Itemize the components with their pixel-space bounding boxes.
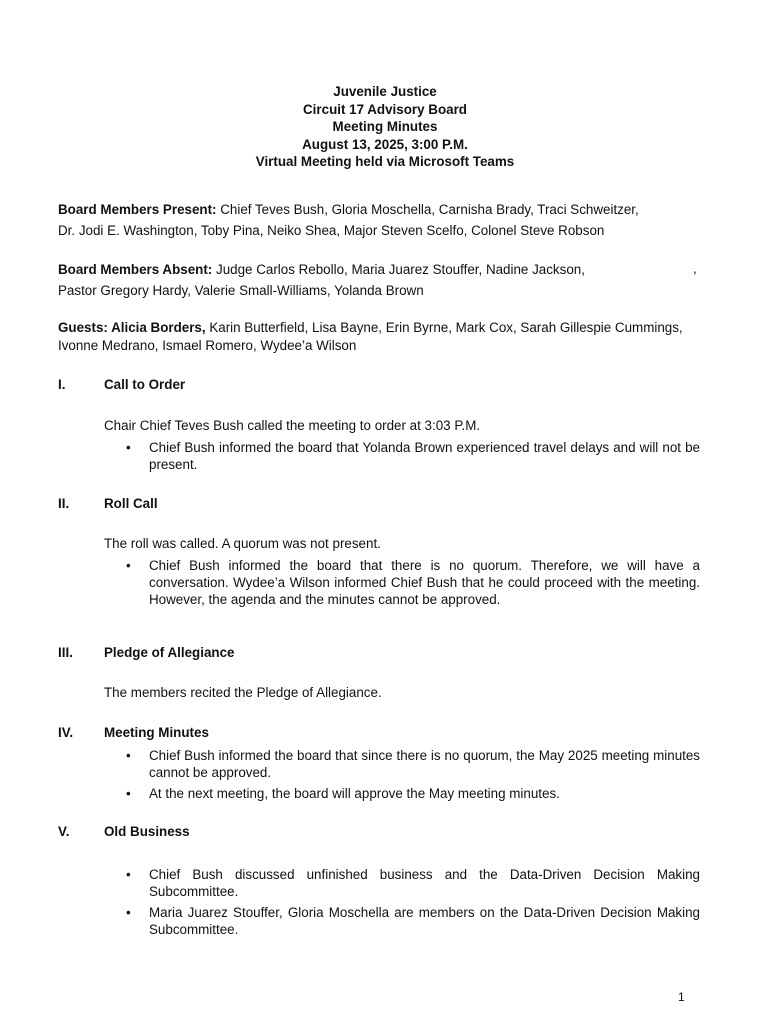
- document-header: [0, 83, 770, 171]
- members-absent-line1: Judge Carlos Rebollo, Maria Juarez Stouffer, Nadine Jackson,: [212, 262, 585, 277]
- section-2-numeral: II.: [58, 496, 70, 511]
- bullet-icon: •: [126, 786, 131, 801]
- section-3-text: The members recited the Pledge of Allegiance.: [104, 685, 382, 700]
- section-1-numeral: I.: [58, 377, 66, 392]
- members-present: [58, 200, 704, 241]
- section-1-text: Chair Chief Teves Bush called the meeting to order at 3:03 P.M.: [104, 418, 481, 433]
- members-present-label: Board Members Present:: [58, 202, 217, 217]
- members-absent-trailing: ,: [693, 261, 697, 276]
- guests-label: Guests: Alicia Borders,: [58, 320, 206, 335]
- section-2-bullets: [104, 557, 700, 612]
- section-4-bullets: [104, 747, 700, 806]
- list-item: • Chief Bush discussed unfinished business and the Data-Driven Decision Making Subcommittee.: [126, 867, 700, 899]
- members-present-line1: Chief Teves Bush, Gloria Moschella, Carnisha Brady, Traci Schweitzer,: [216, 202, 639, 217]
- bullet-icon: •: [126, 905, 131, 920]
- header-location: Virtual Meeting held via Microsoft Teams: [255, 154, 515, 169]
- list-item: • Chief Bush informed the board that since there is no quorum, the May 2025 meeting minutes cannot be approved.: [126, 748, 700, 780]
- members-absent-label: Board Members Absent:: [58, 262, 213, 277]
- section-5-bullets: [104, 866, 700, 942]
- guests: [58, 319, 704, 355]
- bullet-icon: •: [126, 867, 131, 882]
- bullet-icon: •: [126, 558, 131, 573]
- bullet-icon: •: [126, 748, 131, 763]
- section-2-text: The roll was called. A quorum was not present.: [104, 536, 381, 551]
- section-4-numeral: IV.: [58, 725, 74, 740]
- section-3-numeral: III.: [58, 645, 73, 660]
- guests-line1: Karin Butterfield, Lisa Bayne, Erin Byrne, Mark Cox, Sarah Gillespie Cummings,: [205, 320, 683, 335]
- header-date: August 13, 2025, 3:00 P.M.: [302, 136, 468, 152]
- list-item: • Maria Juarez Stouffer, Gloria Moschella are members on the Data-Driven Decision Making Subcommittee.: [126, 905, 700, 937]
- list-item: • At the next meeting, the board will approve the May meeting minutes.: [126, 786, 560, 801]
- members-absent: [58, 260, 704, 301]
- guests-line2: Ivonne Medrano, Ismael Romero, Wydee’a Wilson: [58, 338, 357, 353]
- members-absent-line2: Pastor Gregory Hardy, Valerie Small-Williams, Yolanda Brown: [58, 282, 424, 298]
- section-1-bullets: [104, 439, 700, 477]
- bullet-icon: •: [126, 440, 131, 455]
- section-5-numeral: V.: [58, 824, 70, 839]
- list-item: • Chief Bush informed the board that Yolanda Brown experienced travel delays and will not be present.: [126, 440, 700, 472]
- header-doc-type: Meeting Minutes: [332, 119, 438, 134]
- section-3-title: Pledge of Allegiance: [104, 645, 235, 660]
- members-present-line2: Dr. Jodi E. Washington, Toby Pina, Neiko Shea, Major Steven Scelfo, Colonel Steve Robson: [58, 222, 605, 238]
- section-1-title: Call to Order: [104, 377, 186, 392]
- section-4-title: Meeting Minutes: [104, 725, 209, 740]
- section-2-title: Roll Call: [104, 496, 158, 511]
- header-board: Circuit 17 Advisory Board: [303, 101, 467, 117]
- section-5-title: Old Business: [104, 824, 190, 839]
- header-title: Juvenile Justice: [333, 84, 437, 99]
- page-number: 1: [678, 990, 685, 1004]
- list-item: • Chief Bush informed the board that there is no quorum. Therefore, we will have a conversation. Wydee’a Wilson informed Chief Bush that he could proceed with the meeting. However, the agenda and the minutes cannot be approved.: [126, 558, 700, 607]
